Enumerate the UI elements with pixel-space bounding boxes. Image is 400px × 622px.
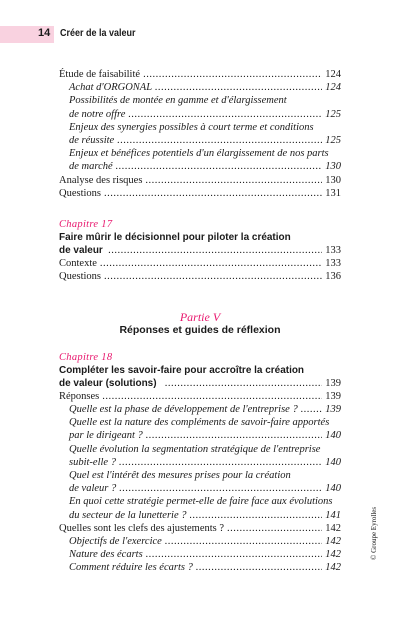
leader-dots — [108, 244, 322, 257]
toc-entry-text: Questions — [59, 271, 101, 283]
page-ref: 141 — [325, 509, 341, 521]
leader-dots — [102, 390, 322, 403]
toc-entry-text: Achat d'ORGONAL — [69, 82, 153, 94]
toc-entry-text: Enjeux des synergies possibles à court terme et conditions — [69, 121, 314, 133]
leader-dots — [165, 535, 322, 548]
toc-entry-text: En quoi cette stratégie permet-elle de faire face aux évolutions — [69, 496, 333, 508]
leader-dots — [227, 522, 322, 535]
page-ref: 124 — [325, 82, 341, 94]
toc-entry-text: Possibilités de montée en gamme et d'élargissement — [69, 95, 287, 107]
toc-entry-text: du secteur de la lunetterie ? — [69, 509, 187, 521]
chapter-17-entries — [59, 257, 341, 283]
leader-dots — [117, 134, 322, 147]
leader-dots — [146, 429, 322, 442]
toc-entry — [59, 535, 341, 548]
toc-entry — [59, 390, 341, 403]
leader-dots — [128, 108, 322, 121]
chapter-18-label: Chapitre 18 — [59, 351, 113, 363]
leader-dots — [119, 456, 322, 469]
toc-entry-text: Quel est l'intérêt des mesures prises pour la création — [69, 470, 291, 482]
toc-section-1 — [59, 68, 341, 200]
part-title: Réponses et guides de réflexion — [119, 323, 281, 336]
toc-entry — [59, 257, 341, 270]
leader-dots — [119, 482, 322, 495]
running-title: Créer de la valeur — [60, 28, 136, 39]
toc-entry-text: Enjeux et bénéfices potentiels d'un élargissement de nos parts — [69, 148, 329, 160]
toc-entry-text: Analyse des risques — [59, 174, 143, 186]
page-ref: 124 — [325, 69, 341, 80]
page-ref: 125 — [325, 108, 341, 120]
toc-entry — [59, 147, 341, 173]
page-ref: 130 — [325, 161, 341, 173]
toc-entry-text: Comment réduire les écarts ? — [69, 562, 193, 574]
toc-entry — [59, 270, 341, 283]
leader-dots — [104, 187, 322, 200]
page-ref: 125 — [325, 135, 341, 147]
page-ref: 142 — [325, 562, 341, 574]
leader-dots — [301, 403, 322, 416]
toc-entry-text: Quelle est la phase de développement de l'entreprise ? — [69, 404, 298, 416]
copyright-notice: © Groupe Eyrolles — [370, 506, 378, 560]
toc-entry — [59, 94, 341, 120]
leader-dots — [155, 81, 322, 94]
page-ref: 140 — [325, 456, 341, 468]
toc-entry-text: subit-elle ? — [69, 456, 116, 468]
toc-entry-text: Quelles sont les clefs des ajustements ? — [59, 522, 225, 534]
toc-entry — [59, 187, 341, 200]
page-ref: 133 — [325, 258, 341, 270]
toc-entry-text: de notre offre — [69, 108, 126, 120]
toc-entry-text: de marché — [69, 161, 113, 173]
part-label: Partie V — [179, 309, 221, 324]
toc-entry-text: Objectifs de l'exercice — [69, 536, 162, 548]
page-ref: 142 — [325, 549, 341, 561]
toc-entry — [59, 403, 341, 416]
page-number: 14 — [38, 27, 51, 39]
leader-dots — [143, 68, 322, 81]
leader-dots — [190, 509, 322, 522]
toc-entry-text: Quelle évolution la segmentation stratégique de l'entreprise — [69, 443, 321, 455]
toc-entry-text: Réponses — [59, 390, 100, 402]
toc — [59, 68, 341, 575]
toc-entry-text: de réussite — [69, 135, 115, 147]
chapter-17-label: Chapitre 17 — [59, 219, 113, 231]
page-ref: 133 — [325, 245, 341, 257]
toc-entry — [59, 244, 341, 257]
chapter-18-entries — [59, 390, 341, 575]
leader-dots — [196, 561, 322, 574]
toc-entry-text: Étude de faisabilité — [59, 69, 141, 80]
page-ref: 142 — [325, 522, 341, 534]
toc-entry — [59, 174, 341, 187]
toc-entry — [59, 443, 341, 469]
leader-dots — [146, 548, 322, 561]
toc-entry-text: Quelle est la nature des compléments de savoir-faire apportés — [69, 417, 330, 429]
toc-entry — [59, 121, 341, 147]
toc-entry-text: Contexte — [59, 258, 97, 270]
toc-entry-text: Questions — [59, 187, 101, 199]
toc-entry — [59, 416, 341, 442]
page-ref: 139 — [325, 404, 341, 416]
page-ref: 140 — [325, 483, 341, 495]
page-ref: 142 — [325, 536, 341, 548]
toc-entry-text: par le dirigeant ? — [69, 430, 143, 442]
leader-dots — [104, 270, 322, 283]
leader-dots — [116, 160, 322, 173]
toc-entry — [59, 495, 341, 521]
chapter-18-title-line2: de valeur (solutions) — [59, 376, 157, 389]
toc-entry — [59, 561, 341, 574]
toc-entry — [59, 522, 341, 535]
leader-dots — [100, 257, 322, 270]
leader-dots — [145, 174, 322, 187]
leader-dots — [165, 377, 322, 390]
toc-entry-text: de valeur ? — [69, 483, 117, 495]
toc-entry — [59, 81, 341, 94]
page-ref: 140 — [325, 430, 341, 442]
chapter-18-title-line1: Compléter les savoir-faire pour accroître la création — [59, 363, 305, 376]
toc-entry — [59, 68, 341, 81]
chapter-17-title-line2: de valeur — [59, 244, 103, 257]
page-ref: 136 — [325, 271, 341, 283]
page-ref: 131 — [325, 187, 341, 199]
page-ref: 130 — [325, 174, 341, 186]
chapter-17-title-line1: Faire mûrir le décisionnel pour piloter la création — [59, 231, 291, 244]
page-ref: 139 — [325, 390, 341, 402]
toc-entry — [59, 377, 341, 390]
toc-entry — [59, 548, 341, 561]
page-header — [0, 26, 400, 43]
toc-entry — [59, 469, 341, 495]
toc-entry-text: Nature des écarts — [69, 549, 143, 561]
page-ref: 139 — [325, 377, 341, 389]
